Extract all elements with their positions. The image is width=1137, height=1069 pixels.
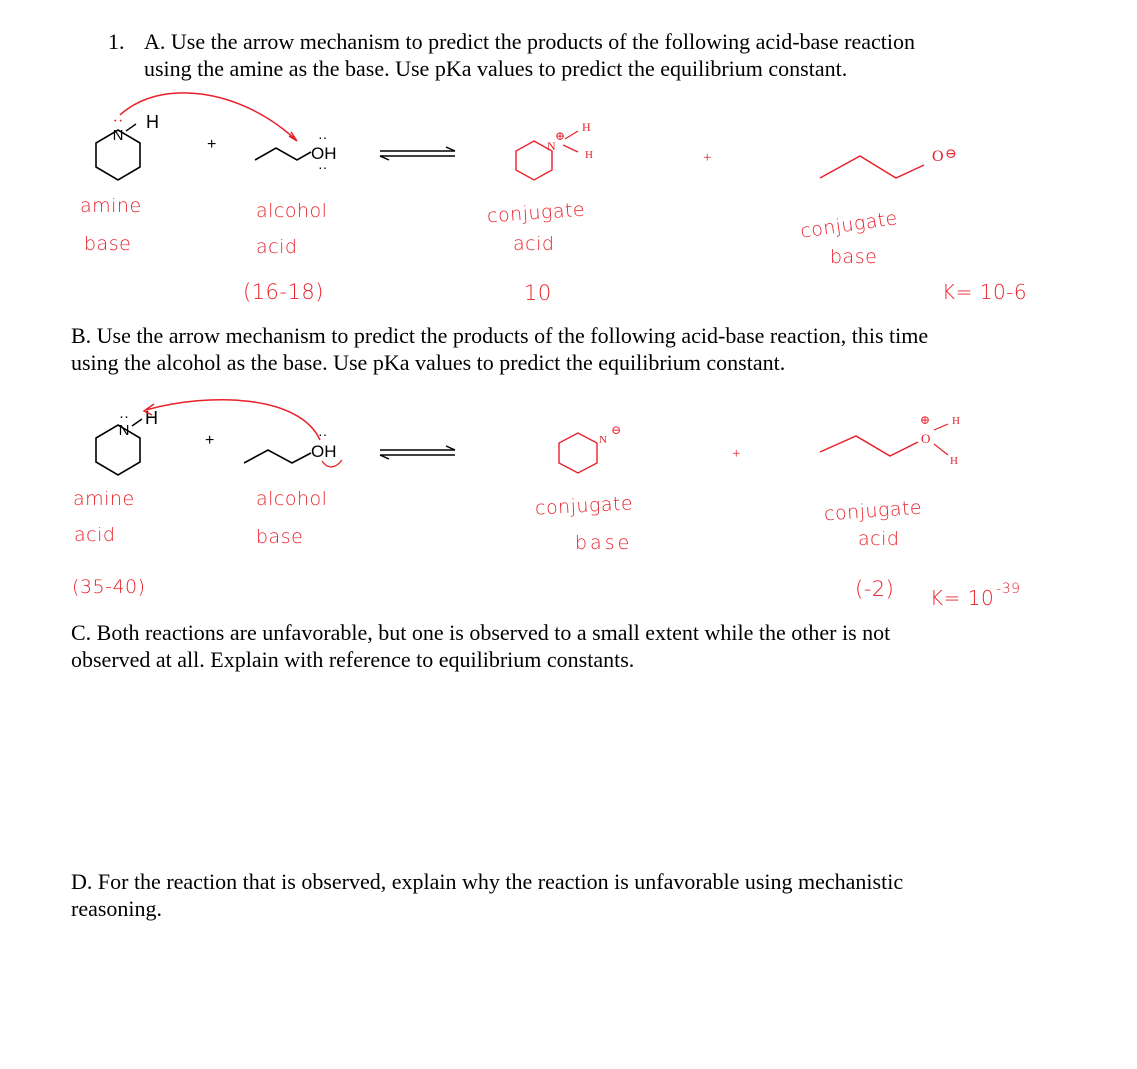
conj-acid-label-a: conjugate	[486, 198, 586, 228]
conj-acid-pka-b: (-2)	[855, 577, 895, 601]
conj-base-label-b: conjugate	[534, 492, 634, 520]
oxonium-chain	[820, 436, 918, 456]
question-d-line2: reasoning.	[71, 896, 163, 921]
conj-acid-role-a: acid	[513, 233, 555, 255]
question-d	[71, 868, 1111, 922]
amine-label-b: amine	[73, 488, 135, 510]
alcohol-role-b: base	[256, 526, 304, 548]
question-number: 1.	[108, 29, 125, 54]
svg-text:H: H	[582, 120, 591, 134]
plus-sign-b: +	[205, 432, 215, 449]
svg-text:N: N	[547, 139, 556, 153]
amine-label-a: amine	[80, 195, 142, 217]
svg-text:H: H	[952, 415, 960, 427]
alcohol-label-b: alcohol	[256, 488, 328, 510]
question-c-line1: C. Both reactions are unfavorable, but one is observed to a small extent while the other is not	[71, 620, 891, 645]
conj-acid-pka-a: 10	[524, 281, 552, 305]
alcohol-role-a: acid	[256, 236, 298, 258]
svg-text:··: ··	[318, 426, 328, 442]
plus-sign-b2: +	[732, 446, 741, 462]
svg-text:N: N	[599, 434, 607, 446]
question-c	[71, 619, 1111, 673]
positive-charge-b: ⊕	[920, 413, 931, 427]
mechanism-arrow-b	[146, 400, 320, 440]
svg-text:H: H	[585, 149, 593, 161]
alcohol-chain	[255, 148, 311, 160]
alcohol-chain-b	[244, 450, 311, 463]
svg-text:H: H	[950, 455, 958, 467]
alcohol-pka-a: (16-18)	[243, 280, 324, 304]
k-exponent-b: -39	[996, 581, 1021, 597]
plus-sign-a: +	[207, 136, 217, 153]
plus-sign-a2: +	[703, 150, 712, 166]
reaction-a-diagram	[0, 0, 1137, 320]
ethoxide-chain	[820, 156, 924, 178]
question-a-line2: using the amine as the base. Use pKa values to predict the equilibrium constant.	[144, 56, 848, 81]
conj-base-label-a: conjugate	[798, 207, 900, 243]
question-c-line2: observed at all. Explain with reference to equilibrium constants.	[71, 647, 635, 672]
svg-text:··: ··	[318, 159, 328, 175]
amine-lone-pair: ··	[112, 113, 124, 130]
k-value-b: K= 10 $^{-39}$	[930, 581, 1021, 610]
question-b	[71, 322, 1111, 376]
svg-text:N: N	[118, 422, 130, 439]
svg-text:··: ··	[119, 408, 129, 425]
amide-ring	[559, 433, 597, 473]
conj-base-role-a: base	[830, 246, 878, 268]
question-b-line1: B. Use the arrow mechanism to predict the products of the following acid-base reaction, this time	[71, 323, 929, 348]
question-d-line1: D. For the reaction that is observed, explain why the reaction is unfavorable using mechanistic	[71, 869, 904, 894]
amine-pka-b: (35-40)	[72, 576, 146, 598]
question-a-line1: A. Use the arrow mechanism to predict the products of the following acid-base reaction	[144, 29, 915, 54]
svg-text:O: O	[932, 148, 944, 165]
positive-charge-a: ⊕	[555, 129, 566, 143]
k-value-a: K= 10-6	[942, 280, 1028, 304]
conj-acid-label-b: conjugate	[823, 496, 923, 526]
svg-text:··: ··	[318, 129, 328, 145]
negative-charge-a: ⊖	[945, 147, 957, 162]
svg-text:O: O	[921, 431, 931, 446]
reaction-b-diagram	[0, 380, 1137, 580]
amine-role-b: acid	[74, 524, 116, 546]
amine-hydrogen: H	[146, 112, 159, 132]
alcohol-label-a: alcohol	[256, 200, 328, 222]
conj-base-role-b: base	[575, 532, 633, 554]
conj-acid-role-b: acid	[858, 528, 900, 550]
svg-text:H: H	[145, 408, 158, 428]
amine-nitrogen: N	[112, 127, 124, 144]
svg-text:OH: OH	[311, 442, 337, 461]
amine-role-a: base	[84, 233, 132, 255]
alcohol-oh: OH	[311, 144, 337, 163]
question-b-line2: using the alcohol as the base. Use pKa values to predict the equilibrium constant.	[71, 350, 786, 375]
negative-charge-b: ⊖	[611, 423, 622, 437]
